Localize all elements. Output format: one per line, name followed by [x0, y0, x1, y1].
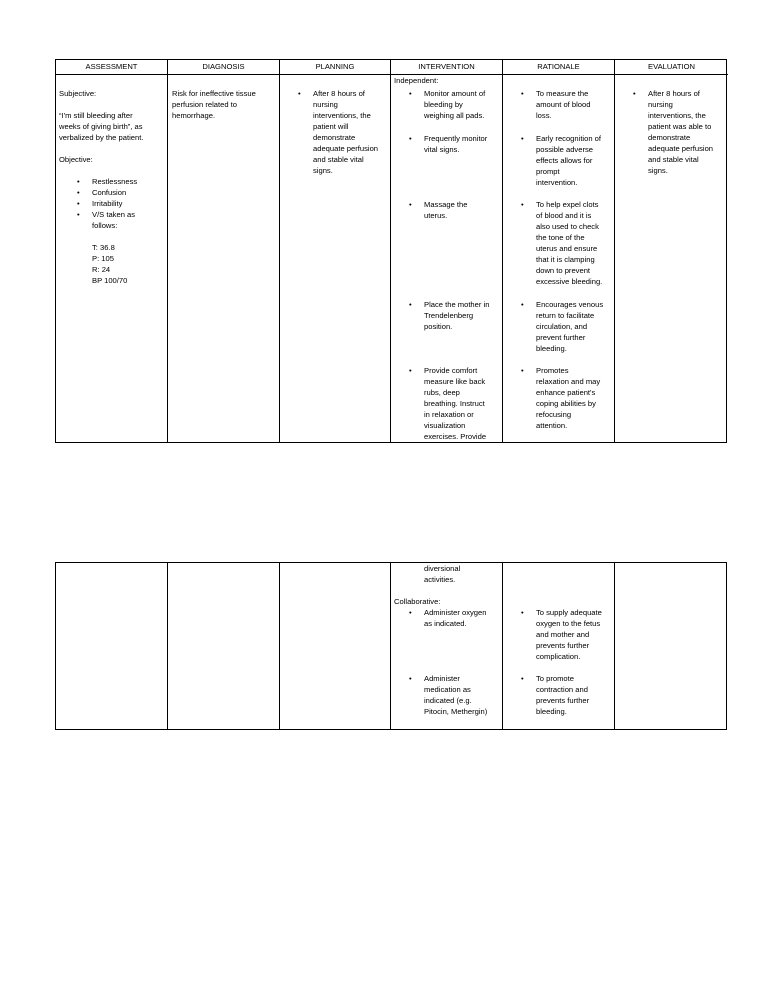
independent-label: Independent: — [394, 76, 439, 85]
planning-line: signs. — [313, 166, 333, 175]
rationale-line: the tone of the — [536, 233, 585, 242]
header-intervention: INTERVENTION — [391, 60, 502, 75]
subjective-quote-line: weeks of giving birth”, as — [59, 122, 143, 131]
subjective-quote-line: “I'm still bleeding after — [59, 111, 133, 120]
collab-rationale-line: prevents further — [536, 696, 590, 705]
evaluation-item: • After 8 hours of — [615, 88, 727, 99]
intervention-line: breathing. Instruct — [424, 399, 485, 408]
header-planning: PLANNING — [280, 60, 390, 75]
collab-rationale-item: • To supply adequate — [503, 607, 614, 618]
intervention-item: • Place the mother in — [391, 299, 502, 310]
rationale-line: circulation, and — [536, 322, 588, 331]
care-plan-table-page1 — [55, 59, 727, 443]
rationale-line: return to facilitate — [536, 311, 595, 320]
rationale-line: effects allows for — [536, 156, 593, 165]
rationale-column-continued — [503, 563, 615, 729]
collab-rationale-line: contraction and — [536, 685, 588, 694]
planning-list — [280, 88, 390, 99]
rationale-line: enhance patient's — [536, 388, 596, 397]
evaluation-line: and stable vital — [648, 155, 699, 164]
rationale-line: uterus and ensure — [536, 244, 598, 253]
planning-line: demonstrate — [313, 133, 356, 142]
collab-item: • Administer — [391, 673, 502, 684]
evaluation-line: signs. — [648, 166, 668, 175]
rationale-line: bleeding. — [536, 344, 567, 353]
intervention-line: visualization — [424, 421, 466, 430]
planning-line: adequate perfusion — [313, 144, 379, 153]
rationale-item: • To help expel clots — [503, 199, 614, 210]
collab-item: • Administer oxygen — [391, 607, 502, 618]
header-diagnosis: DIAGNOSIS — [168, 60, 279, 75]
planning-line: nursing — [313, 100, 338, 109]
assessment-column — [56, 60, 168, 442]
intervention-line: vital signs. — [424, 145, 460, 154]
planning-line: patient will — [313, 122, 349, 131]
vital-sign: T: 36.8 — [92, 243, 115, 252]
rationale-item: • Encourages venous — [503, 299, 614, 310]
intervention-item: • Massage the — [391, 199, 502, 210]
collab-rationale-line: bleeding. — [536, 707, 567, 716]
intervention-line: exercises. Provide — [424, 432, 487, 441]
planning-column-continued — [280, 563, 391, 729]
collab-line: medication as — [424, 685, 471, 694]
evaluation-line: adequate perfusion — [648, 144, 714, 153]
rationale-line: coping abilities by — [536, 399, 596, 408]
care-plan-table-page2 — [55, 562, 727, 730]
rationale-line: of blood and it is — [536, 211, 592, 220]
rationale-line: prompt — [536, 167, 560, 176]
rationale-line: amount of blood — [536, 100, 591, 109]
planning-line: and stable vital — [313, 155, 364, 164]
diagnosis-line: hemorrhage. — [172, 111, 216, 120]
rationale-item: • Promotes — [503, 365, 614, 376]
rationale-line: that it is clamping — [536, 255, 595, 264]
rationale-item: • To measure the — [503, 88, 614, 99]
collab-line: as indicated. — [424, 619, 467, 628]
diagnosis-line: Risk for ineffective tissue — [172, 89, 256, 98]
evaluation-line: nursing — [648, 100, 673, 109]
intervention-line: rubs, deep — [424, 388, 460, 397]
collab-line: Pitocin, Methergin) — [424, 707, 488, 716]
rationale-item: • Early recognition of — [503, 133, 614, 144]
collab-line: indicated (e.g. — [424, 696, 472, 705]
planning-column — [280, 60, 391, 442]
header-rationale: RATIONALE — [503, 60, 614, 75]
diagnosis-column — [168, 60, 280, 442]
intervention-line: Trendelenberg — [424, 311, 474, 320]
intervention-line: bleeding by — [424, 100, 463, 109]
collab-rationale-line: and mother and — [536, 630, 590, 639]
rationale-column — [503, 60, 615, 442]
rationale-line: down to prevent — [536, 266, 591, 275]
rationale-line: possible adverse — [536, 145, 593, 154]
collab-rationale-line: complication. — [536, 652, 581, 661]
intervention-column — [391, 60, 503, 442]
evaluation-column-continued — [615, 563, 728, 729]
collab-rationale-line: oxygen to the fetus — [536, 619, 601, 628]
vital-sign: R: 24 — [92, 265, 111, 274]
vital-sign: BP 100/70 — [92, 276, 128, 285]
collaborative-label: Collaborative: — [394, 597, 441, 606]
objective-item: • V/S taken as — [59, 209, 165, 220]
rationale-line: attention. — [536, 421, 568, 430]
evaluation-line: demonstrate — [648, 133, 691, 142]
intervention-line: measure like back — [424, 377, 486, 386]
collab-rationale-item: • To promote — [503, 673, 614, 684]
rationale-line: intervention. — [536, 178, 578, 187]
header-evaluation: EVALUATION — [615, 60, 728, 75]
objective-item: • Restlessness — [59, 176, 165, 187]
rationale-line: also used to check — [536, 222, 599, 231]
intervention-line: activities. — [424, 575, 456, 584]
subjective-label: Subjective: — [59, 89, 97, 98]
intervention-item: • Frequently monitor — [391, 133, 502, 144]
evaluation-line: interventions, the — [648, 111, 706, 120]
diagnosis-line: perfusion related to — [172, 100, 238, 109]
objective-list — [59, 176, 165, 220]
evaluation-line: patient was able to — [648, 122, 712, 131]
objective-item-continued: follows: — [92, 221, 118, 230]
intervention-line: position. — [424, 322, 453, 331]
subjective-quote-line: verbalized by the patient. — [59, 133, 144, 142]
vital-sign: P: 105 — [92, 254, 114, 263]
rationale-line: excessive bleeding. — [536, 277, 603, 286]
collab-rationale-line: prevents further — [536, 641, 590, 650]
intervention-item: • Provide comfort — [391, 365, 502, 376]
intervention-item: • Monitor amount of — [391, 88, 502, 99]
diagnosis-column-continued — [168, 563, 280, 729]
objective-item: • Confusion — [59, 187, 165, 198]
header-assessment: ASSESSMENT — [56, 60, 167, 75]
intervention-line: in relaxation or — [424, 410, 474, 419]
evaluation-column — [615, 60, 728, 442]
assessment-column-continued — [56, 563, 168, 729]
planning-item: • After 8 hours of — [280, 88, 390, 99]
intervention-line: uterus. — [424, 211, 448, 220]
rationale-line: refocusing — [536, 410, 572, 419]
planning-line: interventions, the — [313, 111, 371, 120]
intervention-line: weighing all pads. — [424, 111, 485, 120]
objective-item: • Irritability — [59, 198, 165, 209]
intervention-column-continued — [391, 563, 503, 729]
rationale-line: prevent further — [536, 333, 586, 342]
rationale-line: loss. — [536, 111, 552, 120]
objective-label: Objective: — [59, 155, 93, 164]
intervention-line: diversional — [424, 564, 461, 573]
rationale-line: relaxation and may — [536, 377, 601, 386]
